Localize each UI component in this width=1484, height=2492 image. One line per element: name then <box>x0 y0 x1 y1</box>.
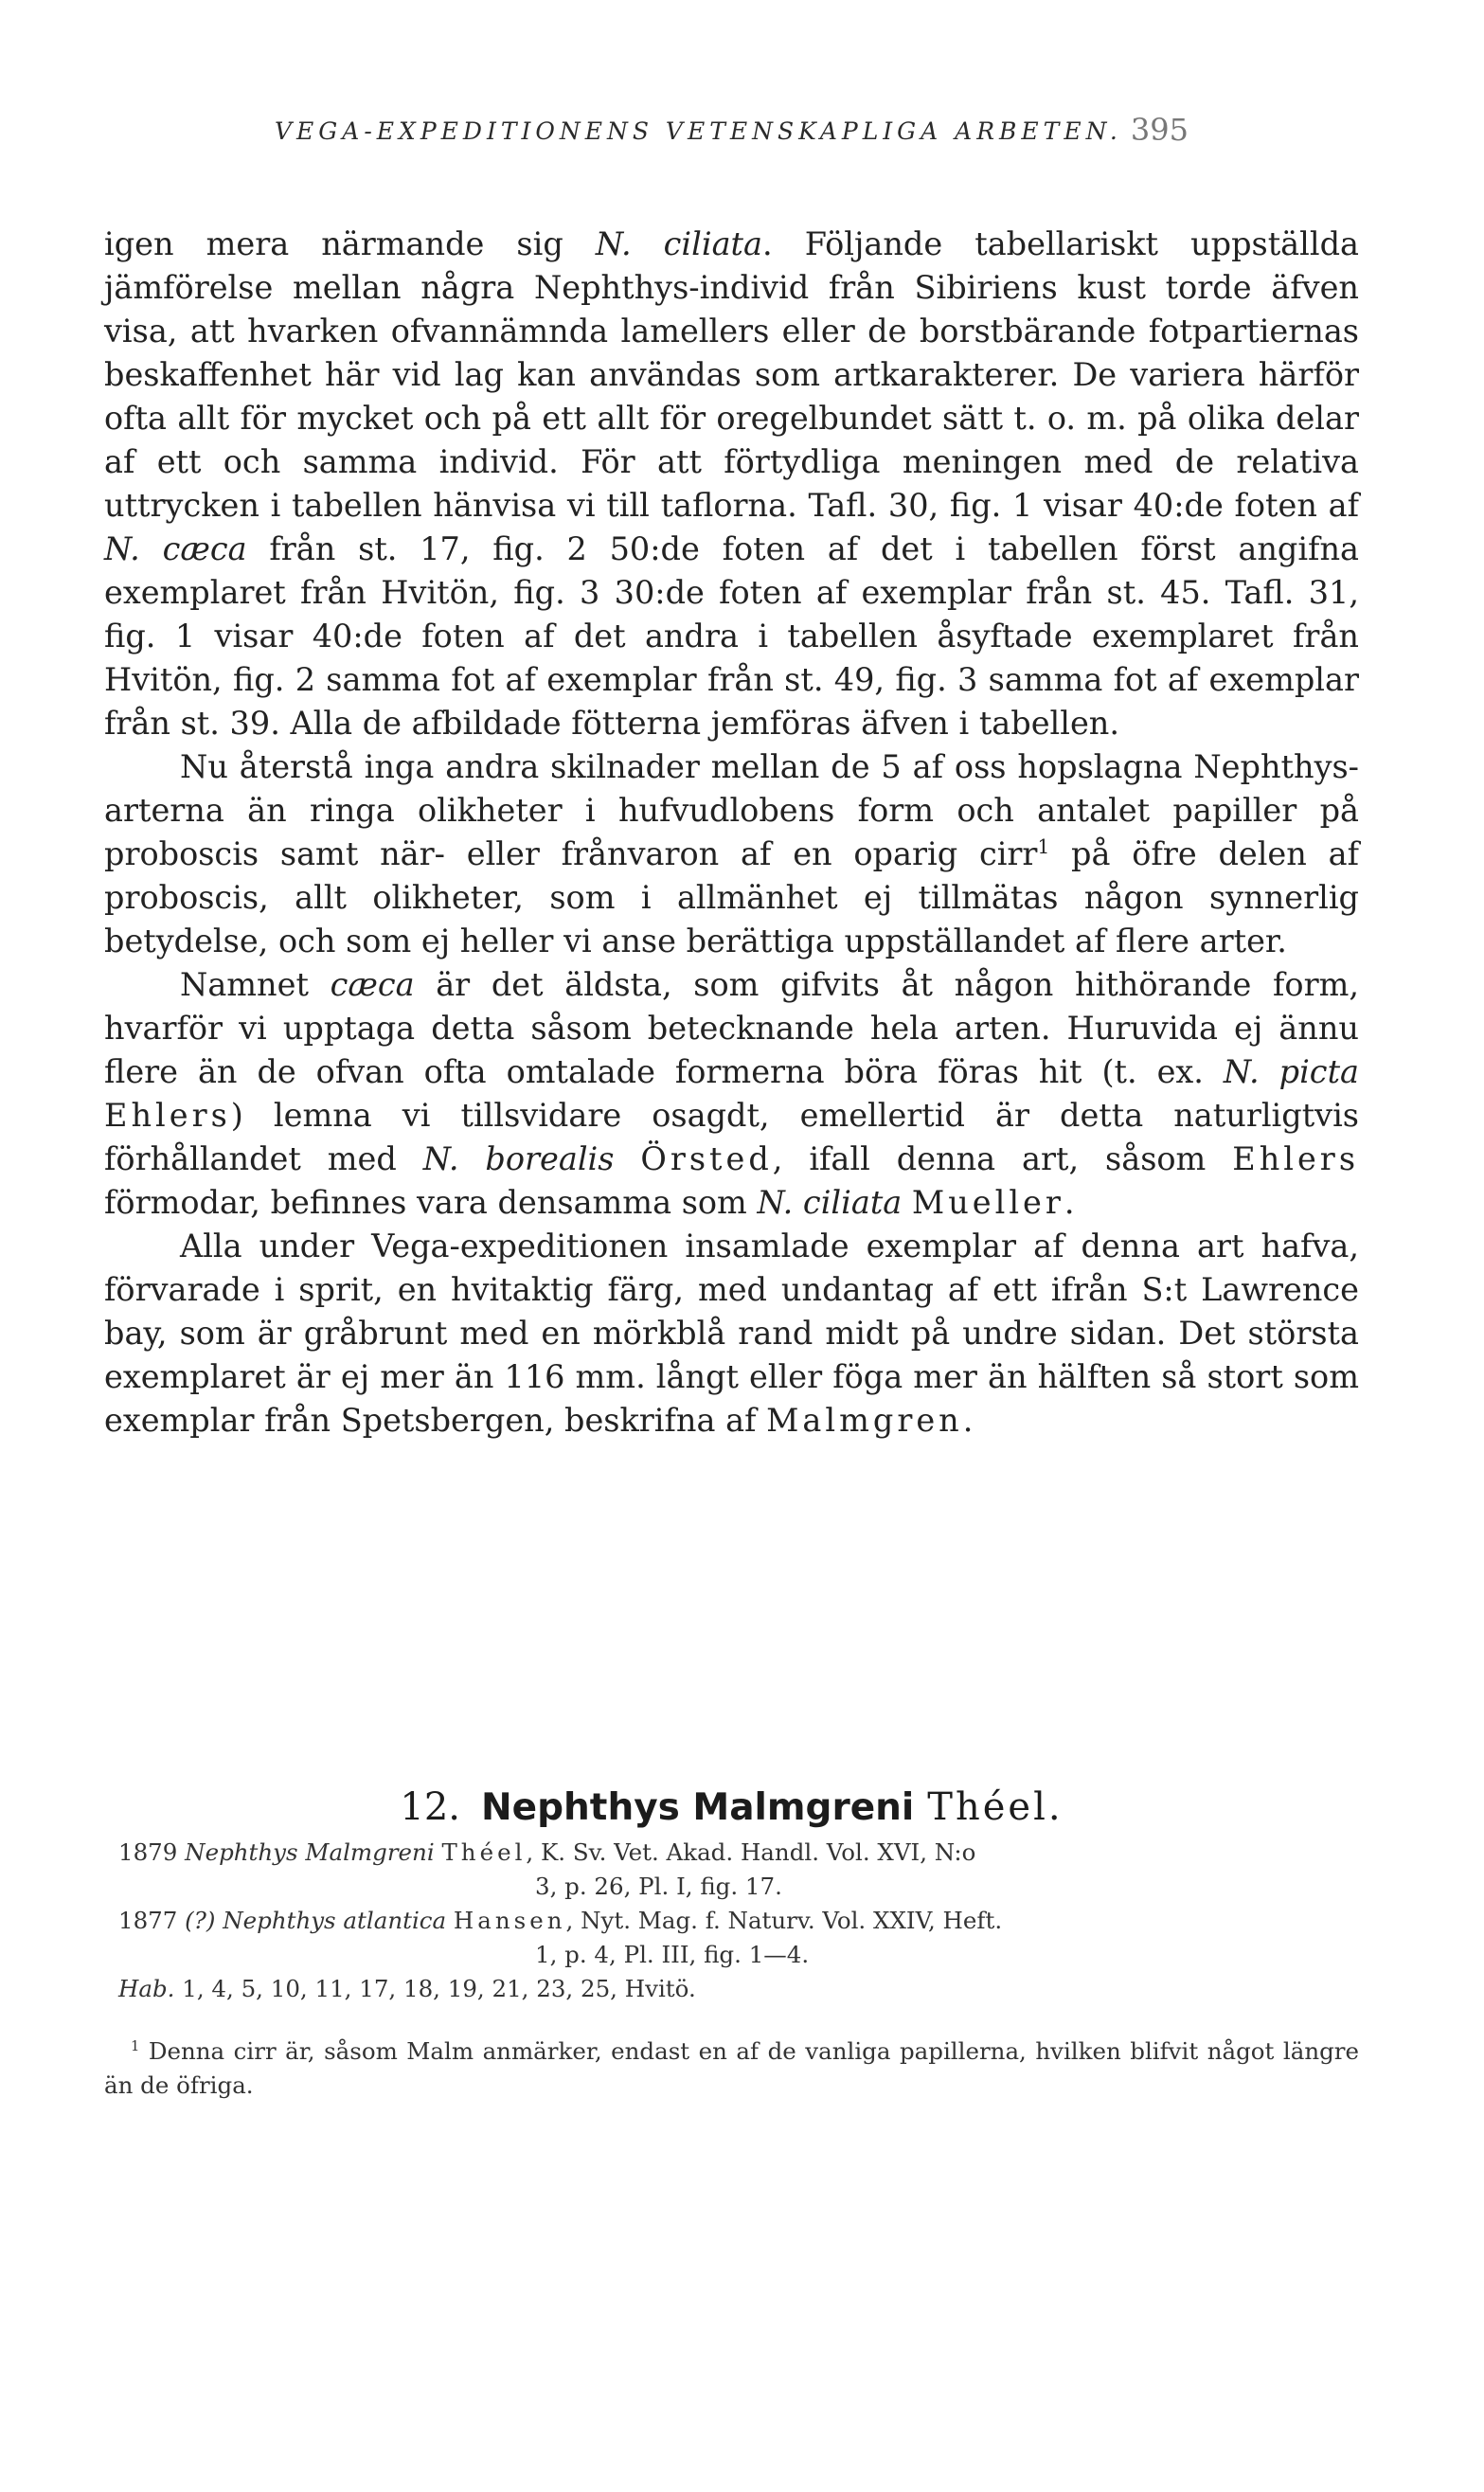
taxon-name: cæca <box>330 966 415 1003</box>
paragraph-4: Alla under Vega-expeditionen insamlade exemplar af denna art hafva, förvarade i sprit, en hvitaktig färg, med undantag af ett ifrån S:t Lawrence bay, som är gråbrunt med en mörkblå rand midt på undre sidan. Det största exemplaret är ej mer än 116 mm. långt eller föga mer än hälften så stort som exemplar från Spetsbergen, beskrifna af Malmgren. <box>104 1228 1359 1439</box>
paragraph-2: Nu återstå inga andra skilnader mellan de 5 af oss hopslagna Nephthys-arterna än ringa olikheter i hufvudlobens form och antalet papiller på proboscis samt när- eller frånvaron af en oparig cirr$^1$ på öfre delen af proboscis, allt olikheter, som i allmänhet ej tillmätas någon synnerlig betydelse, och som ej heller vi anse berättiga uppställandet af flere arter. <box>104 748 1359 959</box>
section-species-name: Nephthys Malmgreni <box>481 1786 915 1829</box>
author-name: Ehlers <box>104 1097 231 1134</box>
synonym-year: 1877 <box>118 1907 178 1934</box>
taxon-name: N. ciliata <box>595 225 762 262</box>
synonym-reference-cont: 1, p. 4, Pl. III, fig. 1—4. <box>535 1941 810 1968</box>
synonym-author: Hansen <box>453 1907 566 1934</box>
synonymy-list <box>118 1836 1364 2006</box>
synonym-author: Théel <box>441 1838 527 1866</box>
synonym-year: 1879 <box>118 1838 178 1866</box>
footnote-ref: 1 <box>1037 834 1050 858</box>
synonym-reference-cont: 3, p. 26, Pl. I, fig. 17. <box>535 1873 782 1900</box>
page-number: 395 <box>1130 112 1189 148</box>
synonym-reference: , K. Sv. Vet. Akad. Handl. Vol. XVI, N:o <box>526 1838 976 1866</box>
taxon-name: N. borealis <box>422 1140 615 1177</box>
taxon-name: N. ciliata <box>757 1184 903 1221</box>
author-name: Örsted <box>640 1140 773 1177</box>
section-number: 12. <box>400 1785 461 1829</box>
taxon-name: N. cæca <box>104 530 247 567</box>
taxon-name: N. picta <box>1223 1053 1360 1090</box>
paragraph-3: Namnet cæca är det äldsta, som gifvits åt någon hithörande form, hvarför vi upptaga detta såsom betecknande hela arten. Huruvida ej ännu flere än de ofvan ofta omtalade formerna böra föras hit (t. ex. N. picta Ehlers) lemna vi tillsvidare osagdt, emellertid är detta naturligtvis förhållandet med N. borealis Örsted, ifall denna art, såsom Ehlers förmodar, befinnes vara densamma som N. ciliata Mueller. <box>104 966 1360 1221</box>
synonym-entry <box>118 1836 1364 1904</box>
habitat-entry <box>118 1972 1364 2006</box>
synonym-taxon: (?) Nephthys atlantica <box>185 1907 447 1934</box>
body-text <box>104 223 1359 1443</box>
habitat-label: Hab. <box>118 1975 175 2002</box>
paragraph-1: igen mera närmande sig N. ciliata. Följande tabellariskt uppställda jämförelse mellan några Nephthys-individ från Sibiriens kust torde äfven visa, att hvarken ofvannämnda lamellers eller de borstbärande fotpartiernas beskaffenhet här vid lag kan användas som artkarakterer. De variera härför ofta allt för mycket och på ett allt för oregelbundet sätt t. o. m. på olika delar af ett och samma individ. För att förtydliga meningen med de relativa uttrycken i tabellen hänvisa vi till taflorna. Tafl. 30, fig. 1 visar 40:de foten af N. cæca från st. 17, fig. 2 50:de foten af det i tabellen först angifna exemplaret från Hvitön, fig. 3 30:de foten af exemplar från st. 45. Tafl. 31, fig. 1 visar 40:de foten af det andra i tabellen åsyftade exemplaret från Hvitön, fig. 2 samma fot af exemplar från st. 49, fig. 3 samma fot af exemplar från st. 39. Alla de afbildade fötterna jemföras äfven i tabellen. <box>104 225 1359 742</box>
synonym-taxon: Nephthys Malmgreni <box>185 1838 435 1866</box>
author-name: Malmgren <box>766 1402 963 1439</box>
footnote-marker: 1 <box>131 2037 140 2054</box>
section-heading <box>104 1785 1359 1829</box>
section-author: Théel. <box>927 1785 1064 1829</box>
footnote <box>104 2035 1359 2103</box>
synonym-entry <box>118 1904 1364 1972</box>
running-title: VEGA-EXPEDITIONENS VETENSKAPLIGA ARBETEN. <box>275 117 1122 145</box>
author-name: Ehlers <box>1232 1140 1360 1177</box>
habitat-localities: 1, 4, 5, 10, 11, 17, 18, 19, 21, 23, 25, Hvitö. <box>174 1975 696 2002</box>
synonym-reference: , Nyt. Mag. f. Naturv. Vol. XXIV, Heft. <box>565 1907 1003 1934</box>
footnote-text: Denna cirr är, såsom Malm anmärker, endast en af de vanliga papillerna, hvilken blifvit något längre än de öfriga. <box>104 2037 1359 2099</box>
author-name: Mueller <box>911 1184 1064 1221</box>
